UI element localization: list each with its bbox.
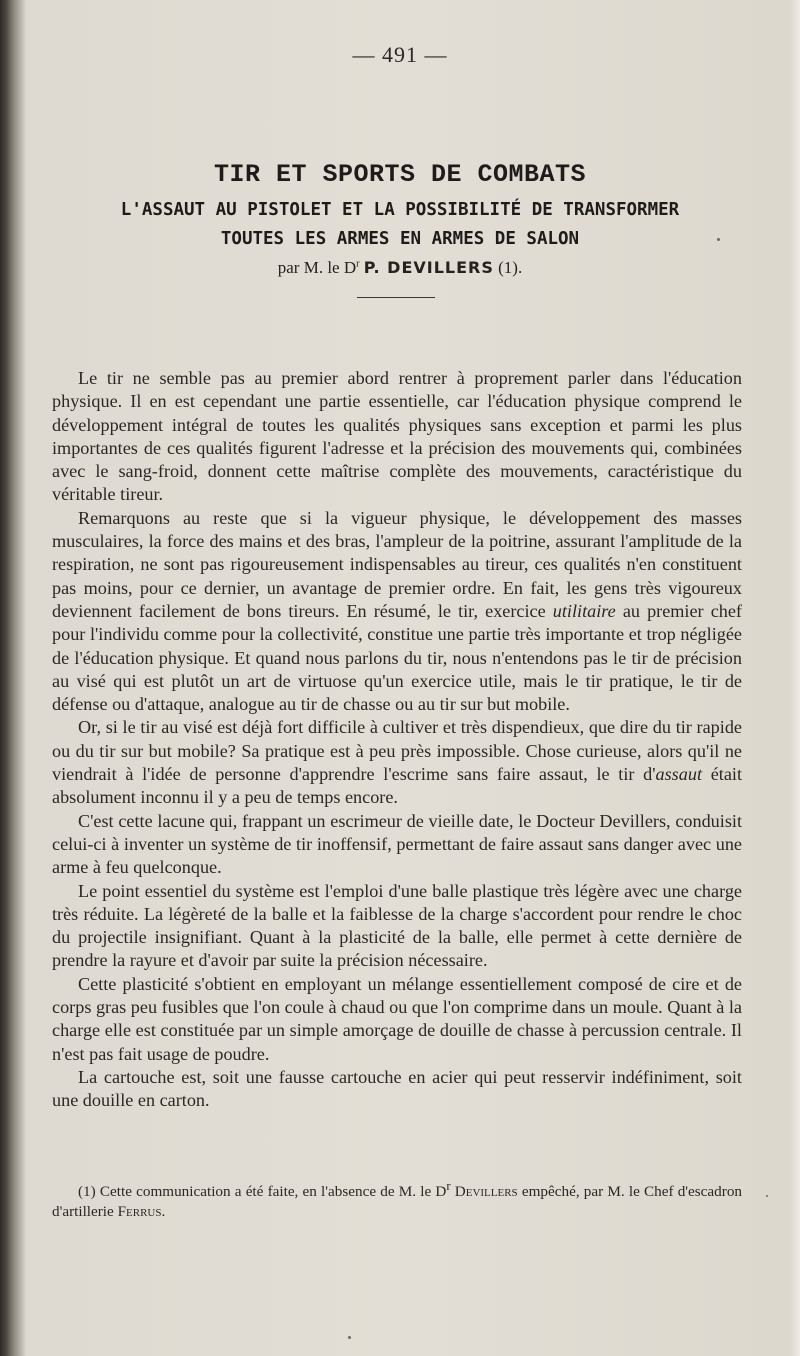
footnote-name-ferrus: Ferrus (117, 1202, 162, 1220)
paragraph-5: Le point essentiel du système est l'emploi d'une balle plastique très légère avec une charge très réduite. La légèreté de la balle et la faiblesse de la charge s'accordent pour rendre le choc du projectile insignifiant. Quant à la plasticité de la balle, elle permet à cette dernière de prendre la rayure et d'avoir par suite la précision nécessaire. (52, 880, 742, 971)
paragraph-1: Le tir ne semble pas au premier abord rentrer à proprement parler dans l'éducation physique. Il en est cependant une partie essentielle, car l'éducation physique comprend le développement intégral de toutes les qualités physiques sans exception et parmi les plus importantes de ces qualités figurent l'adresse et la précision des mouvements qui, combinées avec le sang-froid, donnent cette maîtrise complète des mouvements, caractéristique du véritable tireur. (52, 368, 742, 505)
paper-speck (348, 1336, 351, 1339)
byline (0, 258, 800, 278)
footnote-name-devillers: Devillers (454, 1183, 518, 1201)
footnote-text-c: . (161, 1202, 166, 1220)
paragraph-3-emphasis: assaut (655, 764, 703, 785)
byline-author: P. DEVILLERS (363, 258, 494, 277)
paragraph-3-part-a: Or, si le tir au visé est déjà fort difficile à cultiver et très dispendieux, que dire du tir rapide ou du tir sur but mobile? Sa pratique est à peu près impossible. Chose curieuse, alors qu'il ne viendrait à l'idée de personne d'apprendre l'escrime sans faire assaut, le tir d' (52, 717, 742, 785)
page-number: — 491 — (352, 42, 448, 67)
paragraph-3 (52, 716, 742, 809)
footnote (52, 1177, 742, 1221)
paragraph-2 (52, 507, 742, 717)
title-separator-rule (357, 297, 435, 298)
paragraph-4: C'est cette lacune qui, frappant un escrimeur de vieille date, le Docteur Devillers, conduisit celui-ci à inventer un système de tir inoffensif, permettant de faire assaut sans danger avec une arme à feu quelconque. (52, 810, 742, 878)
article-subtitle-line-1: L'ASSAUT AU PISTOLET ET LA POSSIBILITÉ DE TRANSFORMER (120, 200, 680, 220)
article-body (52, 367, 742, 1113)
paper-speck (766, 1195, 768, 1197)
paragraph-2-part-a: Remarquons au reste que si la vigueur physique, le développement des masses musculaires, la force des mains et des bras, l'ampleur de la poitrine, assurant l'amplitude de la respiration, ne sont pas rigoureusement indispensables au tireur, ces qualités n'en constituent pas moins, pour ce dernier, un avantage de premier ordre. En fait, les gens très vigoureux deviennent facilement de bons tireurs. En résumé, le tir, exercice (52, 507, 742, 621)
paragraph-6: Cette plasticité s'obtient en employant un mélange essentiellement composé de cire et de corps gras peu fusibles que l'on coule à chaud ou que l'on comprime dans un moule. Quant à la charge elle est constituée par un simple amorçage de douille de chasse à percussion centrale. Il n'est pas fait usage de poudre. (52, 973, 742, 1064)
footnote-superscript: r (446, 1179, 451, 1193)
paragraph-3-part-b: était absolument inconnu il y a peu de temps encore. (52, 764, 742, 808)
paper-speck (717, 238, 720, 241)
byline-suffix: (1). (493, 258, 523, 277)
article-subtitle-line-2: TOUTES LES ARMES EN ARMES DE SALON (220, 229, 580, 249)
byline-superscript: r (356, 258, 360, 270)
byline-prefix: par M. le D (277, 258, 357, 277)
section-title: TIR ET SPORTS DE COMBATS (213, 160, 587, 189)
footnote-text-a: (1) Cette communication a été faite, en l'absence de M. le D (78, 1183, 447, 1201)
paragraph-2-part-b: au premier chef pour l'individu comme pour la collectivité, constitue une partie très importante et trop négligée de l'éducation physique. Et quand nous parlons du tir, nous n'entendons pas le tir de précision au visé qui est plutôt un art de virtuose qu'un exercice utile, mais le tir pratique, le tir de défense ou d'attaque, analogue au tir de chasse ou au tir sur but mobile. (52, 600, 742, 715)
footnote-text-b: empêché, par M. le Chef d'escadron d'artillerie (52, 1183, 743, 1220)
paragraph-2-emphasis: utilitaire (552, 600, 616, 621)
paragraph-7: La cartouche est, soit une fausse cartouche en acier qui peut resservir indéfiniment, soit une douille en carton. (52, 1066, 742, 1111)
